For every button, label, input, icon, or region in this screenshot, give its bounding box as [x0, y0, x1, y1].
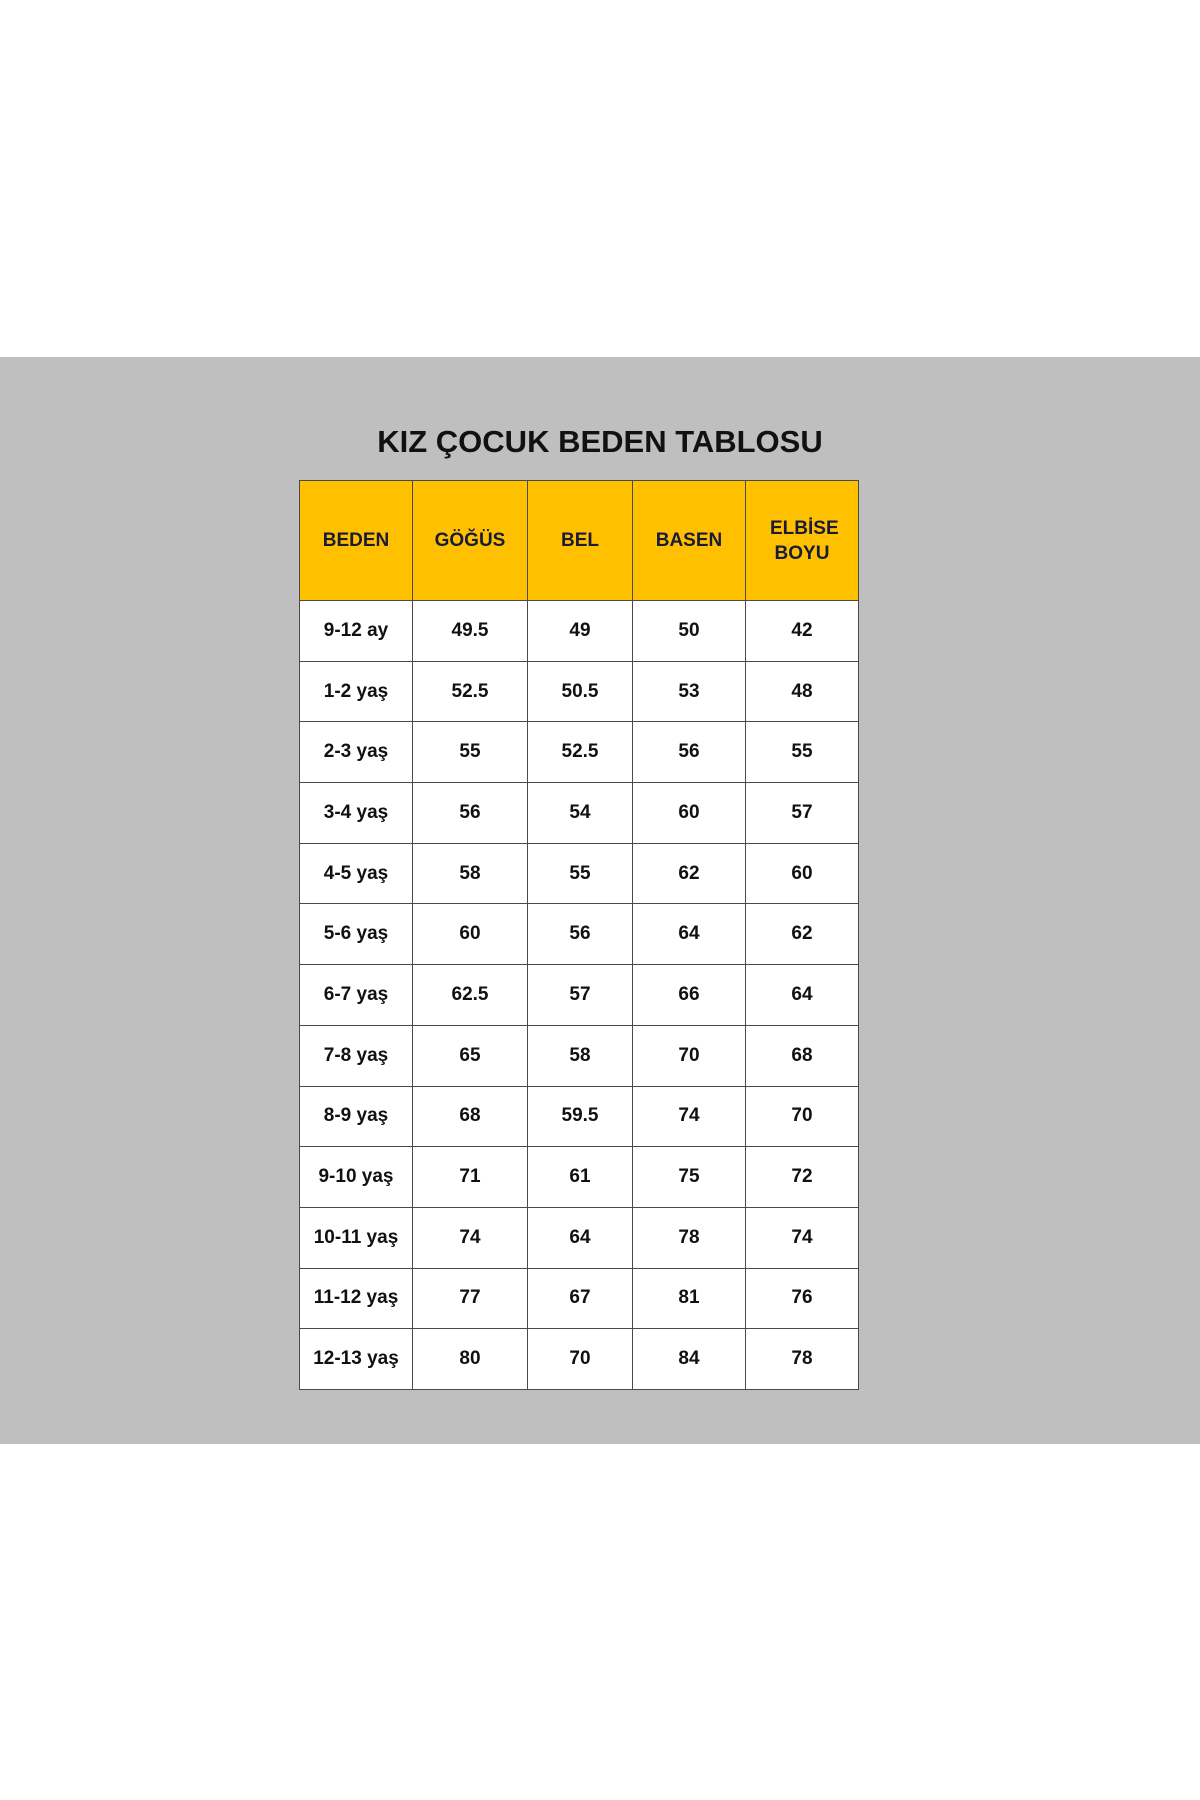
- header-row: [300, 481, 859, 601]
- chest-cell: 65: [413, 1025, 528, 1086]
- waist-cell: 70: [528, 1329, 633, 1390]
- dress-length-cell: 76: [746, 1268, 859, 1329]
- size-cell: 3-4 yaş: [300, 783, 413, 844]
- table-row: [300, 904, 859, 965]
- dress-length-cell: 78: [746, 1329, 859, 1390]
- hip-cell: 81: [633, 1268, 746, 1329]
- waist-cell: 54: [528, 783, 633, 844]
- dress-length-cell: 64: [746, 965, 859, 1026]
- header-basen: BASEN: [633, 481, 746, 601]
- table-row: [300, 783, 859, 844]
- hip-cell: 74: [633, 1086, 746, 1147]
- header-gogus: GÖĞÜS: [413, 481, 528, 601]
- chest-cell: 77: [413, 1268, 528, 1329]
- chest-cell: 80: [413, 1329, 528, 1390]
- chest-cell: 62.5: [413, 965, 528, 1026]
- chest-cell: 60: [413, 904, 528, 965]
- waist-cell: 52.5: [528, 722, 633, 783]
- hip-cell: 75: [633, 1147, 746, 1208]
- waist-cell: 58: [528, 1025, 633, 1086]
- hip-cell: 70: [633, 1025, 746, 1086]
- hip-cell: 50: [633, 601, 746, 662]
- waist-cell: 57: [528, 965, 633, 1026]
- size-cell: 11-12 yaş: [300, 1268, 413, 1329]
- table-row: [300, 1147, 859, 1208]
- waist-cell: 56: [528, 904, 633, 965]
- table-row: [300, 843, 859, 904]
- size-cell: 9-10 yaş: [300, 1147, 413, 1208]
- size-cell: 7-8 yaş: [300, 1025, 413, 1086]
- size-cell: 1-2 yaş: [300, 661, 413, 722]
- waist-cell: 67: [528, 1268, 633, 1329]
- hip-cell: 56: [633, 722, 746, 783]
- header-elbise-boyu: ELBİSE BOYU: [746, 481, 859, 601]
- hip-cell: 62: [633, 843, 746, 904]
- waist-cell: 50.5: [528, 661, 633, 722]
- hip-cell: 66: [633, 965, 746, 1026]
- size-cell: 8-9 yaş: [300, 1086, 413, 1147]
- page-title: KIZ ÇOCUK BEDEN TABLOSU: [377, 424, 823, 459]
- chest-cell: 56: [413, 783, 528, 844]
- table-row: [300, 722, 859, 783]
- dress-length-cell: 42: [746, 601, 859, 662]
- hip-cell: 84: [633, 1329, 746, 1390]
- waist-cell: 59.5: [528, 1086, 633, 1147]
- size-cell: 4-5 yaş: [300, 843, 413, 904]
- dress-length-cell: 74: [746, 1207, 859, 1268]
- size-chart-table: [299, 480, 859, 1390]
- table-header: [300, 481, 859, 601]
- header-bel: BEL: [528, 481, 633, 601]
- table-row: [300, 661, 859, 722]
- table-body: [300, 601, 859, 1390]
- table-row: [300, 1207, 859, 1268]
- hip-cell: 64: [633, 904, 746, 965]
- waist-cell: 55: [528, 843, 633, 904]
- size-cell: 10-11 yaş: [300, 1207, 413, 1268]
- dress-length-cell: 55: [746, 722, 859, 783]
- size-cell: 9-12 ay: [300, 601, 413, 662]
- chest-cell: 68: [413, 1086, 528, 1147]
- table-row: [300, 601, 859, 662]
- dress-length-cell: 70: [746, 1086, 859, 1147]
- hip-cell: 78: [633, 1207, 746, 1268]
- chest-cell: 55: [413, 722, 528, 783]
- waist-cell: 64: [528, 1207, 633, 1268]
- waist-cell: 49: [528, 601, 633, 662]
- size-cell: 6-7 yaş: [300, 965, 413, 1026]
- dress-length-cell: 57: [746, 783, 859, 844]
- chest-cell: 74: [413, 1207, 528, 1268]
- waist-cell: 61: [528, 1147, 633, 1208]
- chest-cell: 52.5: [413, 661, 528, 722]
- chest-cell: 71: [413, 1147, 528, 1208]
- chest-cell: 58: [413, 843, 528, 904]
- dress-length-cell: 68: [746, 1025, 859, 1086]
- chest-cell: 49.5: [413, 601, 528, 662]
- table-row: [300, 1268, 859, 1329]
- header-beden: BEDEN: [300, 481, 413, 601]
- dress-length-cell: 62: [746, 904, 859, 965]
- hip-cell: 53: [633, 661, 746, 722]
- table-row: [300, 1025, 859, 1086]
- table-row: [300, 1329, 859, 1390]
- size-cell: 2-3 yaş: [300, 722, 413, 783]
- dress-length-cell: 60: [746, 843, 859, 904]
- hip-cell: 60: [633, 783, 746, 844]
- dress-length-cell: 72: [746, 1147, 859, 1208]
- table-row: [300, 1086, 859, 1147]
- dress-length-cell: 48: [746, 661, 859, 722]
- size-cell: 5-6 yaş: [300, 904, 413, 965]
- table-row: [300, 965, 859, 1026]
- size-cell: 12-13 yaş: [300, 1329, 413, 1390]
